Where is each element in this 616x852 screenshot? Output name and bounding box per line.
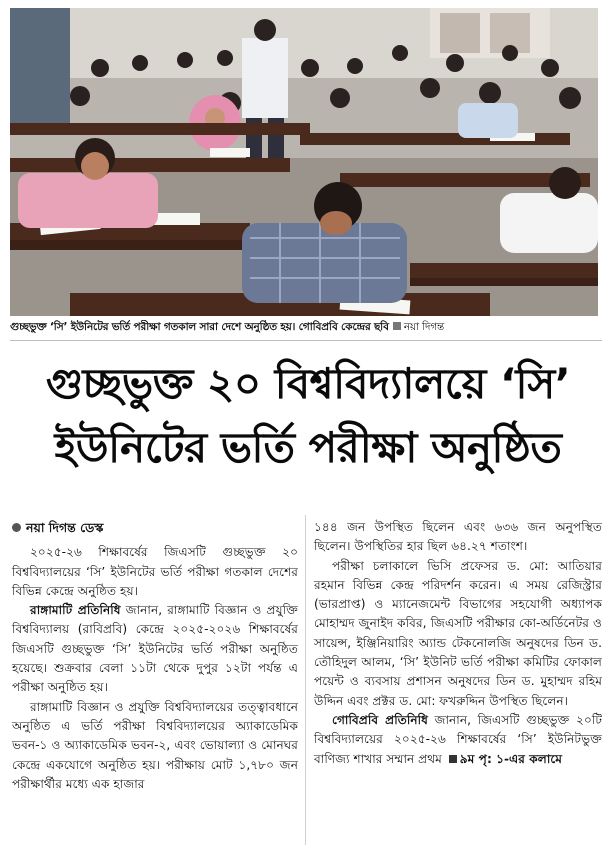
paragraph: ২০২৫-২৬ শিক্ষাবর্ষের জিএসটি গুচ্ছভুক্ত ২০ বিশ্ববিদ্যালয়ের ‘সি’ ইউনিটের ভর্তি পরীক্ষা গতকাল দেশের বিভিন্ন কেন্দ্রে অনুষ্ঠিত হয়। bbox=[12, 545, 298, 598]
paragraph: ১৪৪ জন উপস্থিত ছিলেন এবং ৬৩৬ জন অনুপস্থিত ছিলেন। উপস্থিতির হার ছিল ৬৪.২৭ শতাংশ। bbox=[314, 520, 602, 554]
square-bullet-icon bbox=[449, 755, 457, 763]
photo-caption bbox=[10, 320, 600, 337]
square-bullet-icon bbox=[393, 322, 401, 330]
column-separator bbox=[305, 515, 306, 845]
article-column-left bbox=[12, 518, 298, 794]
bullet-dot-icon bbox=[12, 523, 21, 532]
paragraph: পরীক্ষা চলাকালে ভিসি প্রফেসর ড. মো: আতিয়ার রহমান বিভিন্ন কেন্দ্র পরিদর্শন করেন। এ সময় রেজিস্ট্রার (ভারপ্রাপ্ত) ও ম্যানেজমেন্ট বিভাগের সহযোগী অধ্যাপক মোহাম্মদ জুনাইদ কবির, জিএসটি পরীক্ষার কো-অর্ডিনেটর ও সায়েন্স, ইঞ্জিনিয়ারিং অ্যান্ড টেকনোলজি অনুষদের ডিন ড. তৌহিদুল আলম, ‘সি’ ইউনিট ভর্তি পরীক্ষা কমিটির ফোকাল পয়েন্ট ও ব্যবসায় প্রশাসন অনুষদের ডিন ড. মুহাম্মদ রহিম উদ্দিন এবং প্রক্টর ড. মো: ফখরুদ্দিন উপস্থিত ছিলেন। bbox=[314, 558, 602, 708]
correspondent-lead: রাঙ্গামাটি প্রতিনিধি bbox=[30, 603, 121, 618]
headline-line-1: গুচ্ছভুক্ত ২০ বিশ্ববিদ্যালয়ে ‘সি’ bbox=[45, 359, 571, 408]
headline-line-2: ইউনিটের ভর্তি পরীক্ষা অনুষ্ঠিত bbox=[54, 423, 562, 472]
paragraph: রাঙ্গামাটি বিজ্ঞান ও প্রযুক্তি বিশ্ববিদ্যালয়ের তত্ত্বাবধানে অনুষ্ঠিত এ ভর্তি পরীক্ষা বিশ্ববিদ্যালয়ের অ্যাকাডেমিক ভবন-১ ও অ্যাকাডেমিক ভবন-২, এবং ভোয়াল্যা ও মোনঘর কেন্দ্রে একযোগে অনুষ্ঠিত হয়। পরীক্ষায় মোট ১,৭৮০ জন পরীক্ষার্থীর মধ্যে এক হাজার bbox=[12, 699, 298, 791]
paragraph: গোবিপ্রবি প্রতিনিধি জানান, জিএসটি গুচ্ছভুক্ত ২০টি বিশ্ববিদ্যালয়ের ২০২৫-২৬ শিক্ষাবর্ষের ‘সি’ ইউনিটভুক্ত বাণিজ্য শাখার সম্মান প্রথম ৯ম পৃ: ১-এর কলামে bbox=[314, 712, 602, 766]
continued-on-link[interactable]: ৯ম পৃ: ১-এর কলামে bbox=[459, 751, 563, 766]
correspondent-lead: গোবিপ্রবি প্রতিনিধি bbox=[332, 712, 428, 727]
exam-hall-photo bbox=[10, 8, 598, 316]
caption-text: গুচ্ছভুক্ত ‘সি’ ইউনিটের ভর্তি পরীক্ষা গতকাল সারা দেশে অনুষ্ঠিত হয়। গোবিপ্রবি কেন্দ্রের ছবি bbox=[10, 321, 389, 333]
headline bbox=[10, 352, 606, 480]
paragraph: রাঙ্গামাটি প্রতিনিধি জানান, রাঙ্গামাটি বিজ্ঞান ও প্রযুক্তি বিশ্ববিদ্যালয় (রাবিপ্রবি) কেন্দ্রে ২০২৫-২০২৬ শিক্ষাবর্ষের জিএসটি গুচ্ছভুক্ত ‘সি’ ইউনিটের ভর্তি পরীক্ষা অনুষ্ঠিত হয়েছে। শুক্রবার বেলা ১১টা থেকে দুপুর ১২টা পর্যন্ত এ পরীক্ষা অনুষ্ঠিত হয়। bbox=[12, 603, 298, 695]
caption-credit: নয়া দিগন্ত bbox=[403, 321, 445, 333]
article-column-right bbox=[314, 518, 602, 769]
divider bbox=[10, 340, 602, 341]
desk-byline: নয়া দিগন্ত ডেস্ক bbox=[12, 518, 298, 537]
